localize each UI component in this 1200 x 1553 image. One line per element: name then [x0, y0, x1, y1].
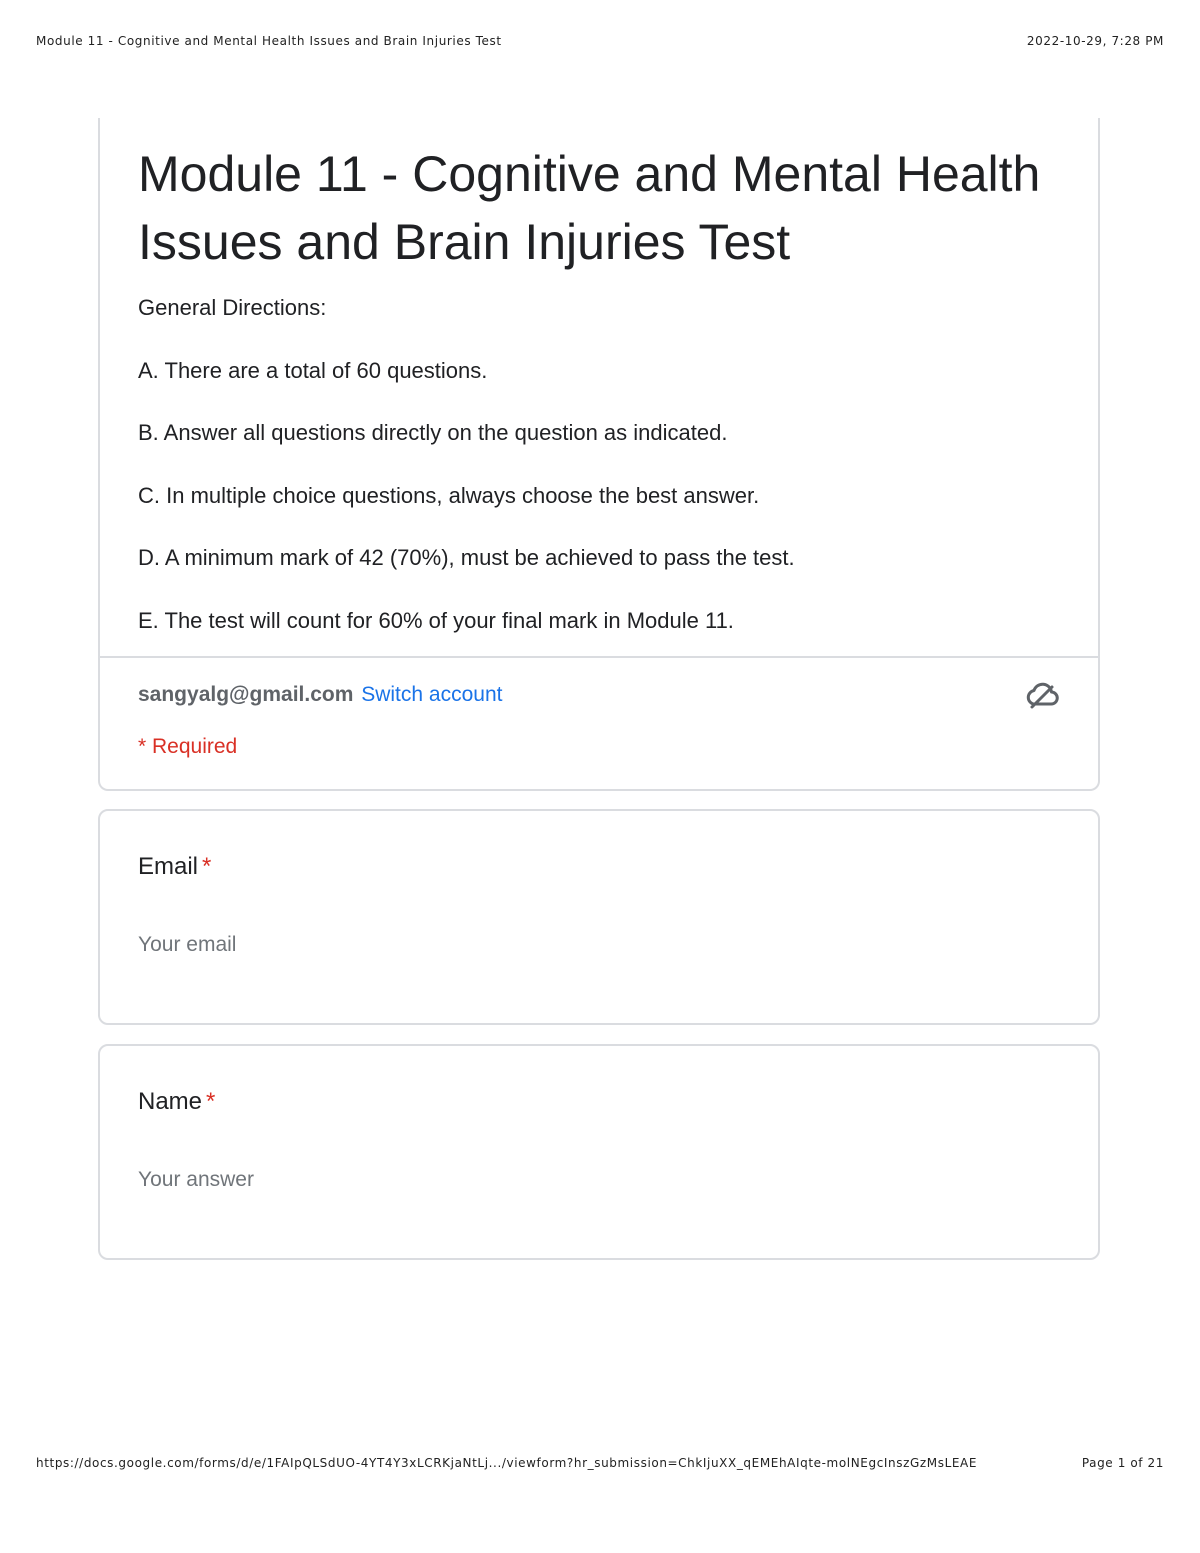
question-card-email [98, 809, 1100, 1025]
form-directions [138, 294, 1068, 669]
print-doc-title: Module 11 - Cognitive and Mental Health Issues and Brain Injuries Test [36, 34, 502, 48]
direction-item: A. There are a total of 60 questions. [138, 357, 488, 383]
direction-item: D. A minimum mark of 42 (70%), must be achieved to pass the test. [138, 545, 795, 570]
account-row [138, 681, 502, 709]
direction-item: C. In multiple choice questions, always choose the best answer. [138, 482, 760, 508]
account-email: sangyalg@gmail.com [138, 683, 354, 706]
direction-item: B. Answer all questions directly on the question as indicated. [138, 420, 728, 445]
question-title-text: Email [138, 853, 199, 880]
email-input[interactable] [138, 933, 618, 957]
direction-item: E. The test will count for 60% of your final mark in Module 11. [138, 607, 734, 633]
required-asterisk: * [206, 1088, 216, 1115]
question-title [138, 851, 211, 883]
question-title [138, 1086, 215, 1118]
form-title: Module 11 - Cognitive and Mental Health Issues and Brain Injuries Test [138, 146, 1041, 270]
required-asterisk: * [202, 853, 212, 880]
print-header [36, 34, 1164, 48]
directions-heading: General Directions: [138, 295, 327, 320]
print-timestamp: 2022-10-29, 7:28 PM [1026, 34, 1164, 48]
print-page-number: Page 1 of 21 [1081, 1456, 1164, 1470]
print-footer [36, 1456, 1164, 1470]
switch-account-link[interactable]: Switch account [361, 683, 503, 706]
question-card-name [98, 1044, 1100, 1260]
required-note: * Required [138, 735, 238, 758]
name-input[interactable] [138, 1168, 618, 1192]
print-url: https://docs.google.com/forms/d/e/1FAIpQLSdUO-4YT4Y3xLCRKjaNtLj.../viewform?hr_submission=ChkIjuXX_qEMEhAIqte-molNEgcInszGzMsLEAE [36, 1456, 978, 1470]
question-title-text: Name [138, 1088, 203, 1115]
form-header-card [98, 118, 1100, 791]
header-divider [100, 656, 1098, 658]
cloud-off-icon[interactable] [1024, 680, 1060, 710]
